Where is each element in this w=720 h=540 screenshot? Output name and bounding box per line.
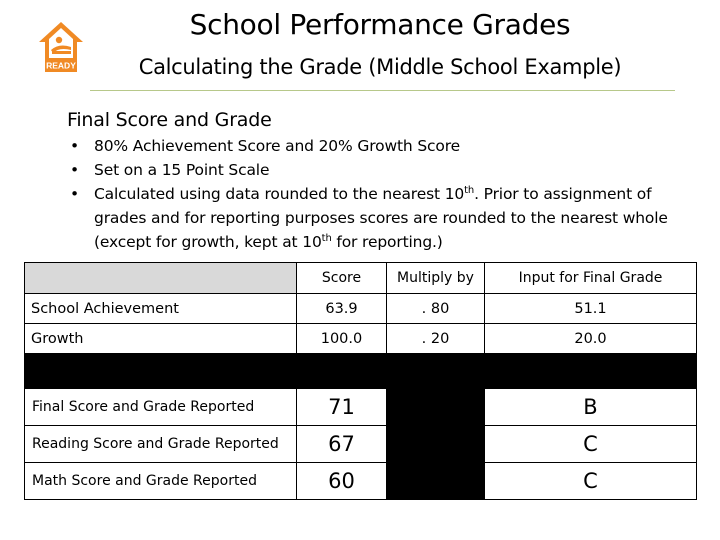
header-cell-blank <box>25 263 297 294</box>
multiplier-cell: . 20 <box>387 324 485 354</box>
logo-text: READY <box>46 60 76 71</box>
bullet-text: 80% Achievement Score and 20% Growth Score <box>94 137 461 155</box>
bullet-glyph: • <box>70 185 79 203</box>
ready-house-logo-icon <box>37 20 85 74</box>
score-cell: 100.0 <box>297 324 387 354</box>
table-row <box>25 294 697 324</box>
bullet-text: Set on a 15 Point Scale <box>94 161 270 179</box>
blackout-cell <box>387 389 485 426</box>
multiplier-cell: . 80 <box>387 294 485 324</box>
table-row <box>25 324 697 354</box>
score-cell: 67 <box>297 426 387 463</box>
blackout-cell <box>387 463 485 500</box>
bullet-item <box>66 158 676 182</box>
score-cell: 63.9 <box>297 294 387 324</box>
row-label: Math Score and Grade Reported <box>25 463 297 500</box>
bullet-glyph: • <box>70 161 79 179</box>
bullet-text-part: . Prior to assignment of grades and for reporting purposes scores are rounded to the nearest whole (except for growth, kept at 10 <box>94 185 668 251</box>
bullet-text-part: for reporting.) <box>331 233 443 251</box>
bullet-item <box>66 182 676 254</box>
row-label: Growth <box>25 324 297 354</box>
table-row <box>25 463 697 500</box>
header-cell-score: Score <box>297 263 387 294</box>
input-cell: 20.0 <box>485 324 697 354</box>
section-heading: Final Score and Grade <box>67 109 272 131</box>
bullet-item <box>66 134 676 158</box>
superscript: th <box>321 232 332 244</box>
bullet-text-part: Calculated using data rounded to the nearest 10 <box>94 185 465 203</box>
page-subtitle: Calculating the Grade (Middle School Example) <box>138 55 622 79</box>
header-cell-multiply: Multiply by <box>387 263 485 294</box>
score-cell: 60 <box>297 463 387 500</box>
input-cell: 51.1 <box>485 294 697 324</box>
row-label: Reading Score and Grade Reported <box>25 426 297 463</box>
grade-cell: C <box>485 426 697 463</box>
page-title: School Performance Grades <box>189 8 571 41</box>
bullet-glyph: • <box>70 137 79 155</box>
header-cell-input: Input for Final Grade <box>485 263 697 294</box>
bullet-list <box>66 134 676 254</box>
row-label: Final Score and Grade Reported <box>25 389 297 426</box>
grade-cell: B <box>485 389 697 426</box>
grade-cell: C <box>485 463 697 500</box>
separator-cell <box>25 354 697 389</box>
table-header-row <box>25 263 697 294</box>
table-row <box>25 426 697 463</box>
score-cell: 71 <box>297 389 387 426</box>
title-divider <box>90 90 675 91</box>
table-row <box>25 389 697 426</box>
row-label: School Achievement <box>25 294 297 324</box>
table-separator-row <box>25 354 697 389</box>
blackout-cell <box>387 426 485 463</box>
superscript: th <box>464 184 475 196</box>
grade-calculation-table <box>24 262 697 500</box>
